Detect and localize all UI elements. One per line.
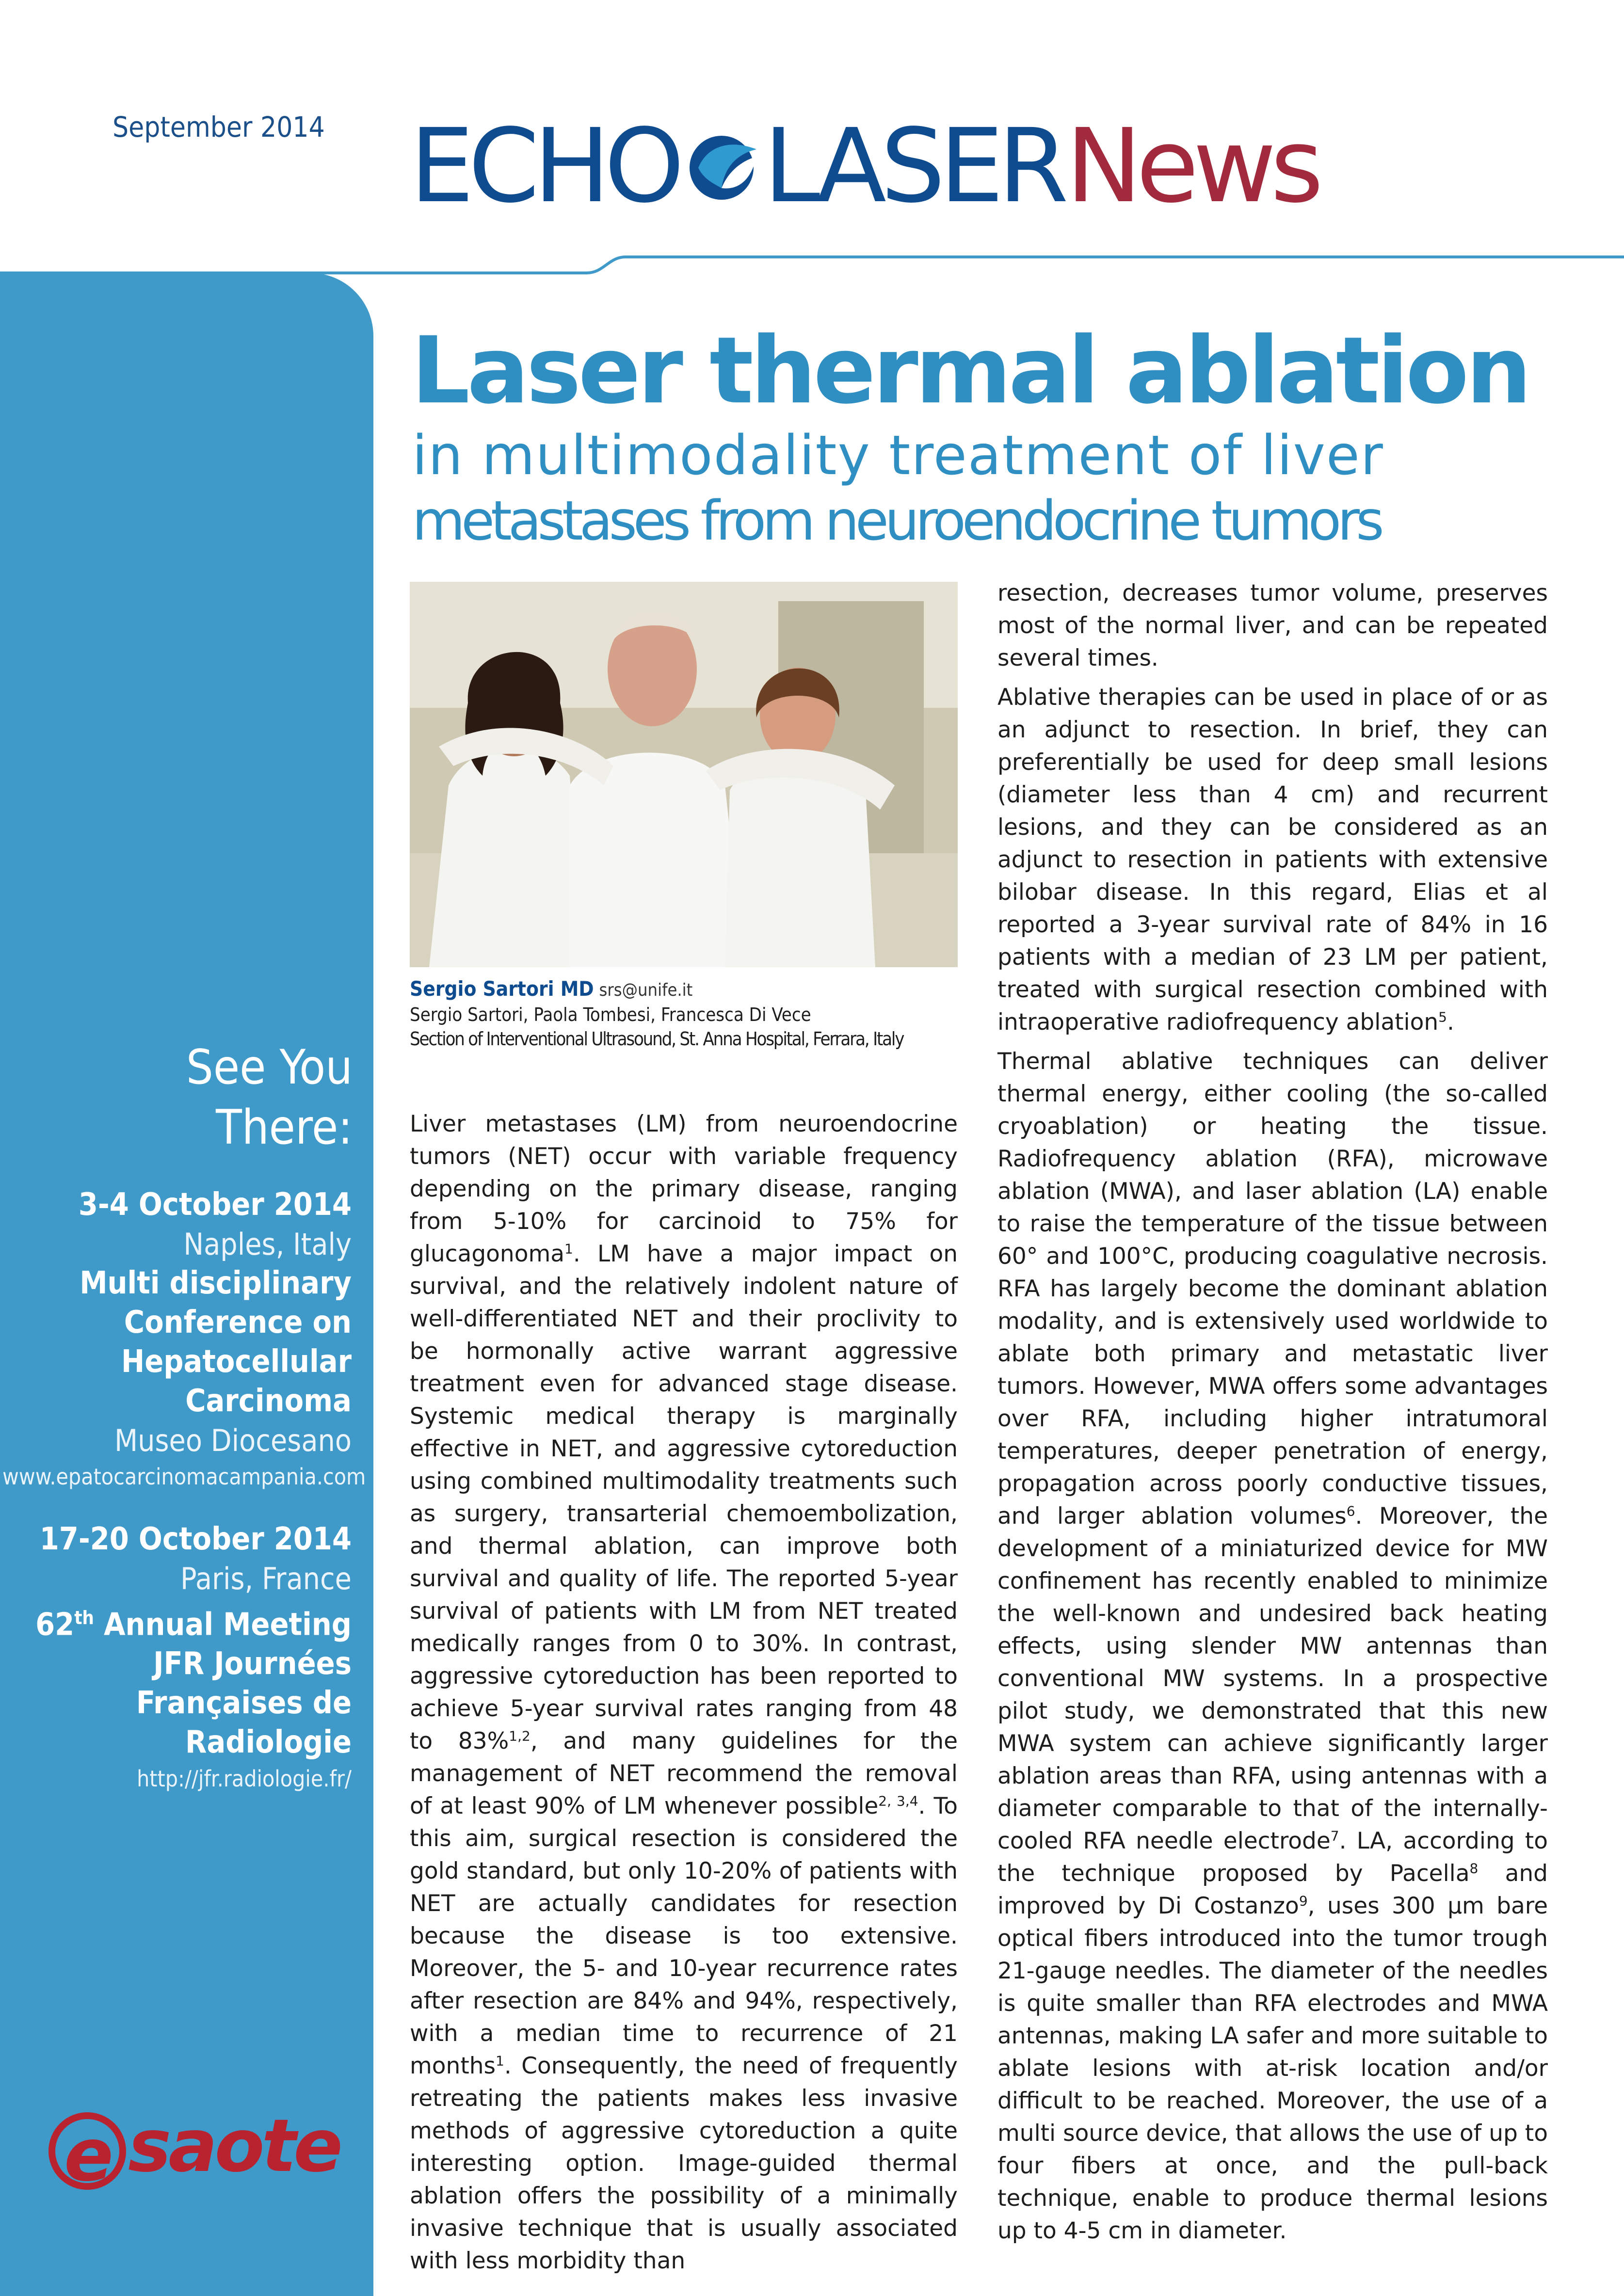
event-2-url[interactable]: http://jfr.radiologie.fr/ — [137, 1766, 352, 1792]
article-body-right-column — [997, 577, 1548, 2254]
masthead-echo: ECHO — [410, 107, 679, 225]
article-subtitle-line1: in multimodality treatment of liver — [412, 424, 1384, 487]
esaote-wordmark: saote — [128, 2104, 340, 2188]
author-affiliation: Section of Interventional Ultrasound, St. Anna Hospital, Ferrara, Italy — [410, 1028, 904, 1050]
events-heading — [13, 1037, 353, 1158]
event-1-name-line: Carcinoma — [185, 1383, 352, 1419]
event-1-place: Naples, Italy — [183, 1227, 352, 1262]
body-paragraph: Thermal ablative techniques can deliver thermal energy, either cooling (the so-called cryoablation) or heating the tissue. Radiofrequency ablation (RFA), microwave ablation (MWA), and laser ablation (LA) enable to raise the temperature of the tissue between 60° and 100°C, producing coagulative necrosis. RFA has largely become the dominant ablation modality, and is extensively used worldwide to ablate both primary and metastatic liver tumors. However, MWA offers some advantages over RFA, including higher intratumoral temperatures, deeper penetration of energy, propagation across poorly conductive tissues, and larger ablation volumes$^6$. Moreover, the development of a miniaturized device for MW confinement has recently enabled to minimize the well-known and undesired back heating effects, using slender MW antennas than conventional MW systems. In a prospective pilot study, we demonstrated that this new MWA system can achieve significantly larger ablation areas than RFA, using antennas with a diameter comparable to that of the internally-cooled RFA needle electrode$^7$. LA, according to the technique proposed by Pacella$^8$ and improved by Di Costanzo$^9$, uses 300 µm bare optical fibers introduced into the tumor trough 21-gauge needles. The diameter of the needles is quite smaller than RFA electrodes and MWA antennas, making LA safer and more suitable to ablate lesions with at-risk location and/or difficult to be reached. Moreover, the use of a multi source device, that allows the use of up to four fibers at once, and the pull-back technique, enable to produce thermal lesions up to 4-5 cm in diameter. — [997, 1048, 1548, 2244]
event-2-date: 17-20 October 2014 — [39, 1521, 352, 1557]
esaote-e-mark: e — [48, 2112, 126, 2190]
masthead-logo — [410, 107, 1318, 225]
event-2-ordinal-suffix: th — [74, 1607, 94, 1628]
author-block — [410, 977, 963, 1051]
event-2 — [2, 1520, 352, 1795]
echolaser-drop-icon — [679, 111, 764, 222]
body-paragraph: resection, decreases tumor volume, preserves most of the normal liver, and can be repeated several times. — [997, 580, 1548, 671]
article-body-left-column — [410, 1108, 958, 2284]
event-1-name-line: Hepatocellular — [121, 1344, 352, 1380]
event-1-url[interactable]: www.epatocarcinomacampania.com — [2, 1464, 366, 1490]
event-2-place: Paris, France — [180, 1561, 352, 1596]
body-paragraph: Ablative therapies can be used in place of or as an adjunct to resection. In brief, they can preferentially be used for deep small lesions (diameter less than 4 cm) and recurrent lesions, and they can be considered as an adjunct to resection in patients with extensive bilobar disease. In this regard, Elias et al reported a 3-year survival rate of 84% in 16 patients with a median of 23 LM per patient, treated with surgical resection combined with intraoperative radiofrequency ablation$^5$. — [997, 684, 1548, 1036]
article-subtitle-line2: metastases from neuroendocrine tumors — [412, 490, 1381, 553]
events-heading-line1: See You — [186, 1040, 353, 1095]
event-2-name-rest: Annual Meeting — [94, 1607, 352, 1643]
event-2-name-line: Radiologie — [185, 1724, 352, 1761]
author-email[interactable]: srs@unife.it — [599, 980, 693, 1000]
article-title: Laser thermal ablation — [411, 317, 1529, 424]
masthead-laser: LASER — [763, 107, 1063, 225]
event-1 — [2, 1185, 366, 1493]
event-2-name-line — [2, 1598, 352, 1644]
event-2-name-line: JFR Journées — [153, 1646, 352, 1682]
event-2-ordinal: 62 — [35, 1607, 75, 1643]
author-name: Sergio Sartori MD — [410, 977, 594, 1001]
body-paragraph: Liver metastases (LM) from neuroendocrine tumors (NET) occur with variable frequency depending on the primary disease, ranging from 5-10% for carcinoid to 75% for glucagonoma$^1$. LM have a major impact on survival, and the relatively indolent nature of well-differentiated NET and their proclivity to be hormonally active warrant aggressive treatment even for advanced stage disease. Systemic medical therapy is marginally effective in NET, and aggressive cytoreduction using combined multimodality treatments such as surgery, transarterial chemoembolization, and thermal ablation, can improve both survival and quality of life. The reported 5-year survival of patients with LM from NET treated medically ranges from 0 to 30%. In contrast, aggressive cytoreduction has been reported to achieve 5-year survival rates ranging from 48 to 83%$^{1,2}$, and many guidelines for the management of NET recommend the removal of at least 90% of LM whenever possible$^{2, 3,4}$. To this aim, surgical resection is considered the gold standard, but only 10-20% of patients with NET are actually candidates for resection because the disease is too extensive. Moreover, the 5- and 10-year recurrence rates after resection are 84% and 94%, respectively, with a median time to recurrence of 21 months$^1$. Consequently, the need of frequently retreating the patients makes less invasive methods of aggressive cytoreduction a quite interesting option. Image-guided thermal ablation offers the possibility of a minimally invasive technique that is usually associated with less morbidity than — [410, 1111, 958, 2274]
event-1-name-line: Conference on — [124, 1305, 352, 1340]
event-1-venue: Museo Diocesano — [114, 1423, 352, 1458]
author-coauthors: Sergio Sartori, Paola Tombesi, Francesca Di Vece — [410, 1004, 811, 1025]
events-heading-line2: There: — [215, 1100, 353, 1155]
masthead-news: News — [1065, 107, 1318, 225]
event-1-date: 3-4 October 2014 — [78, 1187, 352, 1223]
event-1-name-line: Multi disciplinary — [80, 1265, 352, 1301]
author-group-photo — [410, 582, 958, 967]
esaote-logo — [48, 2104, 340, 2198]
issue-date: September 2014 — [113, 111, 325, 144]
event-2-name-line: Françaises de — [136, 1685, 352, 1722]
